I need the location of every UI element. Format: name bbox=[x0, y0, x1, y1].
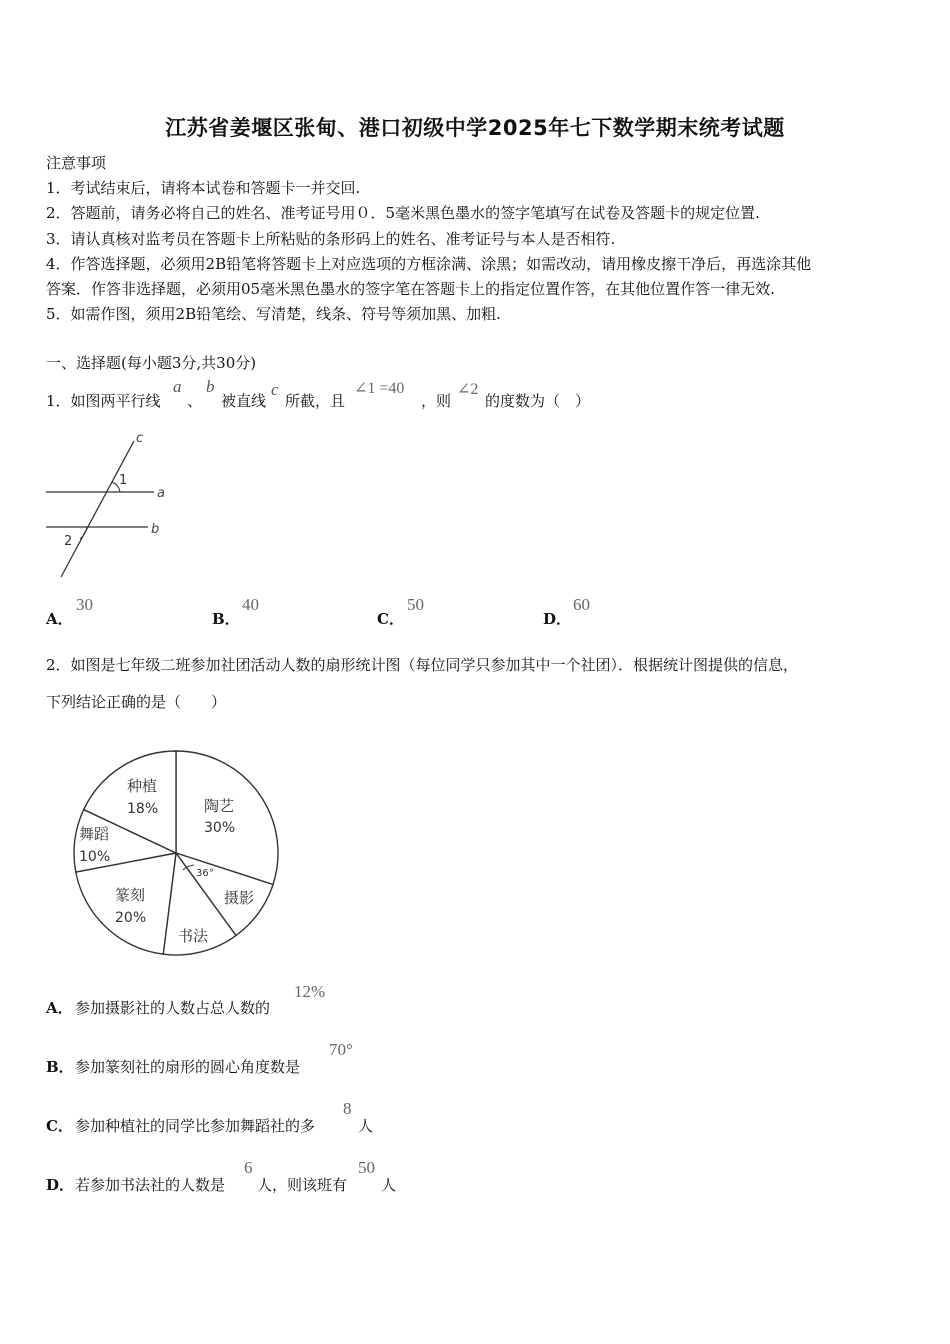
q1-option-a-label[interactable]: A． bbox=[46, 610, 73, 628]
section-heading: 一、选择题(每小题3分,共30分) bbox=[46, 354, 257, 372]
q2-stem-line1: 2．如图是七年级二班参加社团活动人数的扇形统计图（每位同学只参加其中一个社团）．根据统计图提供的信息， bbox=[46, 656, 799, 674]
q2-option-c-label[interactable]: C． bbox=[46, 1117, 73, 1135]
q2-option-a-math: 12% bbox=[294, 982, 326, 1001]
pie-label-zhuanke: 篆刻 bbox=[115, 886, 146, 904]
line-c bbox=[61, 441, 134, 577]
label-c: c bbox=[136, 431, 144, 446]
pie-label-wudao: 舞蹈 bbox=[79, 825, 110, 843]
pie-pct-wudao: 10% bbox=[79, 849, 111, 865]
notice-item-4: 4．作答选择题，必须用2B铅笔将答题卡上对应选项的方框涂满、涂黑；如需改动，请用橡皮擦干净后，再选涂其他 bbox=[46, 255, 812, 273]
pie-label-sheying: 摄影 bbox=[224, 889, 255, 907]
q1-condition: ∠1 =40 bbox=[354, 380, 405, 397]
q2-option-b-math: 70° bbox=[329, 1040, 353, 1059]
q2-option-c-math: 8 bbox=[343, 1099, 352, 1118]
q1-stem-part3: 被直线 bbox=[221, 392, 267, 410]
q2-option-b-label[interactable]: B． bbox=[46, 1058, 74, 1076]
q1-stem-part2: 、 bbox=[187, 392, 203, 410]
notice-item-1: 1．考试结束后，请将本试卷和答题卡一并交回. bbox=[46, 179, 361, 197]
page-title: 江苏省姜堰区张甸、港口初级中学2025年七下数学期末统考试题 bbox=[165, 116, 785, 140]
q1-option-d-label[interactable]: D． bbox=[543, 610, 572, 628]
pie-chart bbox=[66, 743, 286, 963]
pie-label-shufa: 书法 bbox=[178, 927, 209, 945]
angle2-arc bbox=[80, 527, 87, 539]
q1-option-c-label[interactable]: C． bbox=[377, 610, 404, 628]
q1-option-d-value: 60 bbox=[573, 595, 590, 614]
q1-var-b: b bbox=[206, 377, 215, 396]
q1-stem-part4: 所截，且 bbox=[285, 392, 346, 410]
label-angle2: 2 bbox=[64, 534, 73, 549]
pie-label-taoyi: 陶艺 bbox=[204, 797, 235, 815]
notice-item-2: 2．答题前，请务必将自己的姓名、准考证号用０．5毫米黑色墨水的签字笔填写在试卷及答题卡的规定位置. bbox=[46, 204, 760, 222]
q2-stem-line2: 下列结论正确的是（ ） bbox=[46, 693, 227, 711]
q2-option-d-tail: 人，则该班有 bbox=[257, 1176, 348, 1194]
pie-pct-zhuanke: 20% bbox=[115, 910, 147, 926]
notice-item-3: 3．请认真核对监考员在答题卡上所粘贴的条形码上的姓名、准考证号与本人是否相符. bbox=[46, 230, 616, 248]
q1-option-b-label[interactable]: B． bbox=[212, 610, 240, 628]
q1-stem-part1: 1．如图两平行线 bbox=[46, 392, 161, 410]
q2-option-d-math: 6 bbox=[244, 1158, 253, 1177]
q2-option-d-label[interactable]: D． bbox=[46, 1176, 75, 1194]
q1-option-b-value: 40 bbox=[242, 595, 259, 614]
q2-option-c-text: 参加种植社的同学比参加舞蹈社的多 bbox=[75, 1117, 316, 1135]
q2-option-b-text: 参加篆刻社的扇形的圆心角度数是 bbox=[75, 1058, 301, 1076]
q1-option-c-value: 50 bbox=[407, 595, 424, 614]
q2-option-c-tail: 人 bbox=[358, 1117, 374, 1135]
q2-option-d-text: 若参加书法社的人数是 bbox=[75, 1176, 226, 1194]
pie-pct-taoyi: 30% bbox=[204, 820, 236, 836]
pie-angle-label: 36° bbox=[196, 868, 214, 879]
q1-angle2: ∠2 bbox=[457, 381, 479, 398]
parallel-lines-figure bbox=[40, 428, 190, 583]
q1-var-c: c bbox=[271, 380, 279, 399]
notice-heading: 注意事项 bbox=[46, 154, 107, 172]
q2-option-a-text: 参加摄影社的人数占总人数的 bbox=[75, 999, 271, 1017]
label-a: a bbox=[157, 486, 165, 501]
label-b: b bbox=[151, 522, 160, 537]
q2-option-d-tail2: 人 bbox=[381, 1176, 397, 1194]
notice-item-5: 5．如需作图，须用2B铅笔绘、写清楚，线条、符号等须加黑、加粗. bbox=[46, 305, 501, 323]
notice-item-4-cont: 答案．作答非选择题，必须用05毫米黑色墨水的签字笔在答题卡上的指定位置作答，在其他位置作答一律无效. bbox=[46, 280, 775, 298]
q1-stem-part6: 的度数为（ ） bbox=[485, 392, 591, 410]
pie-label-zhongzhi: 种植 bbox=[127, 777, 158, 795]
pie-pct-zhongzhi: 18% bbox=[127, 801, 159, 817]
q1-var-a: a bbox=[173, 377, 182, 396]
label-angle1: 1 bbox=[119, 473, 128, 488]
q2-option-a-label[interactable]: A． bbox=[46, 999, 73, 1017]
q2-option-d-math2: 50 bbox=[358, 1158, 375, 1177]
q1-option-a-value: 30 bbox=[76, 595, 93, 614]
q1-stem-part5: ，则 bbox=[421, 392, 452, 410]
